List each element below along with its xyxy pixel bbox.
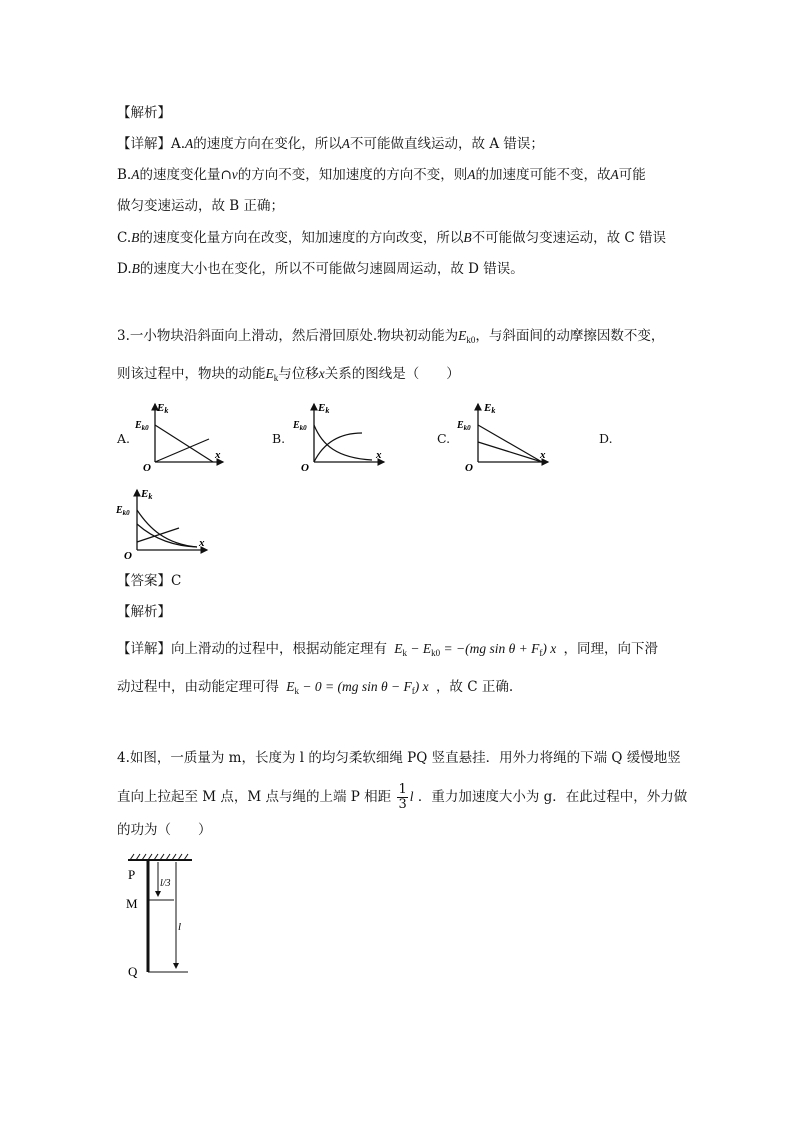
ek0-label: $E_{k0}$ [457,420,471,432]
rope-figure [118,852,194,982]
q3-detail-line2: 动过程中，由动能定理可得 $E_k - 0 = (mg$ $\sin \theta - F_f$) x ，故 C 正确. [117,679,514,696]
q4-stem-line2: 直向上拉起至 M 点，M 点与绳的上端 P 相距 $\frac{1}{3}$ l ．重力加速度大小为 g．在此过程中，外力做 [117,782,688,812]
curve-decay-2 [137,524,197,547]
q3-stem-line2: 则该过程中，物块的动能$E_k$与位移x关系的图线是（ ） [117,366,460,383]
ek-label: Ek [141,488,153,501]
option-a-label: A. [117,431,131,446]
detail-line-c: C.B的速度变化量方向在改变，知加速度的方向改变，所以B不可能做匀变速运动，故 C 错误 [117,230,667,246]
q4-stem-line1: 4.如图，一质量为 m，长度为 l 的均匀柔软细绳 PQ 竖直悬挂．用外力将绳的下端 Q 缓慢地竖 [117,750,681,766]
ek0-label: $E_{k0}$ [293,420,307,432]
x-label: x [540,449,546,461]
curve-up [155,425,213,462]
answer-line: 【答案】C [117,573,182,589]
q3-stem-line1: 3.一小物块沿斜面向上滑动，然后滑回原处.物块初动能为$E_{k0}$，与斜面间的动摩擦因数不变， [117,328,665,345]
q3-detail-line1: 【详解】向上滑动的过程中，根据动能定理有 $E_k - E_{k0} = -(mg$ $\sin \theta + F_f$) x ，同理，向下滑 [117,641,659,658]
origin-label: O [465,462,473,472]
detail-line-d: D.B的速度大小也在变化，所以不可能做匀速圆周运动，故 D 错误。 [117,261,524,277]
detail-line-b-cont: 做匀变速运动，故 B 正确； [117,198,285,214]
label-q: Q [128,964,138,979]
equation-2: $E_k - 0 = (mg$ $\sin \theta - F_f$) x [286,679,429,696]
graph-c [456,400,552,472]
label-m: M [126,896,138,911]
label-p: P [128,867,136,882]
line-up-slide [478,425,542,462]
detail-line-a: 【详解】A.A的速度方向在变化，所以A不可能做直线运动，故 A 错误； [117,136,544,152]
detail-line-b: B.A的速度变化量∩v的方向不变，知加速度的方向不变，则A的加速度可能不变，故A可能 [117,167,646,183]
line-down-slide [478,442,542,462]
option-b-label: B. [272,431,286,446]
origin-label: O [124,550,132,560]
x-label: x [199,537,205,549]
option-c-label: C. [437,431,451,446]
equation-1: $E_k - E_{k0} = -(mg$ $\sin \theta + F_f$) x [394,641,557,658]
graph-b [292,400,388,472]
q4-stem-line3: 的功为（ ） [117,822,212,838]
ek-label: Ek [157,402,169,415]
x-label: x [215,449,221,461]
graph-d [115,484,211,560]
ek-label: Ek [484,402,496,415]
curve-decay [314,425,372,460]
x-label: x [376,449,382,461]
label-l3: l/3 [160,878,171,889]
ek0-label: $E_{k0}$ [116,505,130,517]
jiexi-header-2: 【解析】 [117,604,171,620]
jiexi-header-1: 【解析】 [117,105,171,121]
line-rise [137,528,179,542]
fraction-one-third: $\frac{1}{3}$ [398,782,407,812]
graph-a [135,400,227,472]
option-d-label: D. [599,431,613,446]
label-l: l [178,921,182,933]
origin-label: O [143,462,151,472]
ek-label: Ek [318,402,330,415]
origin-label: O [301,462,309,472]
ek0-label: $E_{k0}$ [135,420,149,432]
